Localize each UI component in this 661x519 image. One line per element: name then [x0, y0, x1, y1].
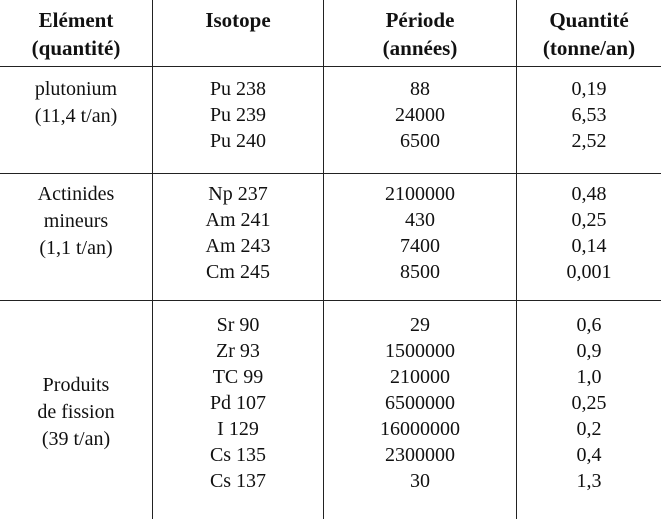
header-periode-line: Période	[385, 8, 455, 32]
periode-cell: 210000	[390, 366, 450, 388]
quantite-column	[517, 312, 661, 494]
quantite-cell: 0,14	[571, 235, 607, 257]
quantite-cell: 0,6	[576, 314, 602, 336]
element-line: (1,1 t/an)	[39, 237, 113, 259]
isotope-column	[153, 76, 323, 154]
periode-cell: 88	[410, 78, 430, 100]
isotope-cell: I 129	[217, 418, 259, 440]
header-periode	[324, 6, 516, 62]
periode-cell: 7400	[400, 235, 440, 257]
quantite-cell: 0,19	[571, 78, 607, 100]
element-line: mineurs	[43, 210, 109, 232]
header-divider	[0, 66, 661, 67]
isotope-cell: Cs 137	[209, 470, 267, 492]
element-line: de fission	[37, 401, 115, 423]
quantite-cell: 0,2	[576, 418, 602, 440]
isotope-cell: Am 243	[205, 235, 271, 257]
isotope-column	[153, 181, 323, 285]
quantite-cell: 2,52	[571, 130, 607, 152]
quantite-cell: 0,25	[571, 209, 607, 231]
group-produits-de-fission	[0, 312, 661, 519]
periode-column	[324, 76, 516, 154]
periode-cell: 24000	[395, 104, 445, 126]
periode-cell: 8500	[400, 261, 440, 283]
header-periode-line: (années)	[382, 36, 458, 60]
periode-cell: 2300000	[385, 444, 455, 466]
periode-cell: 29	[410, 314, 430, 336]
quantite-cell: 0,001	[566, 261, 612, 283]
table-header	[0, 0, 661, 66]
isotope-cell: Cm 245	[206, 261, 270, 283]
group-plutonium	[0, 76, 661, 172]
element-line: (39 t/an)	[41, 428, 111, 450]
periode-cell: 6500	[400, 130, 440, 152]
isotope-cell: TC 99	[212, 366, 264, 388]
isotope-cell: Pu 239	[209, 104, 267, 126]
element-line: plutonium	[34, 78, 118, 100]
group-element-label	[0, 372, 152, 453]
quantite-column	[517, 181, 661, 285]
periode-cell: 30	[410, 470, 430, 492]
quantite-column	[517, 76, 661, 154]
periode-cell: 2100000	[385, 183, 455, 205]
header-isotope-line: Isotope	[205, 8, 271, 32]
periode-cell: 16000000	[380, 418, 460, 440]
header-element-line: Elément	[38, 8, 114, 32]
element-line: Produits	[42, 374, 110, 396]
quantite-cell: 0,9	[576, 340, 602, 362]
quantite-cell: 0,48	[571, 183, 607, 205]
quantite-cell: 1,0	[576, 366, 602, 388]
periode-column	[324, 181, 516, 285]
periode-cell: 6500000	[385, 392, 455, 414]
isotope-cell: Cs 135	[209, 444, 267, 466]
group-actinides-mineurs	[0, 181, 661, 299]
isotope-cell: Sr 90	[216, 314, 260, 336]
header-element-line: (quantité)	[31, 36, 121, 60]
isotope-cell: Pd 107	[209, 392, 267, 414]
periode-column	[324, 312, 516, 494]
header-quantite	[517, 6, 661, 62]
isotope-cell: Np 237	[208, 183, 268, 205]
group-divider	[0, 173, 661, 174]
periode-cell: 1500000	[385, 340, 455, 362]
header-quantite-line: (tonne/an)	[542, 36, 636, 60]
quantite-cell: 0,25	[571, 392, 607, 414]
isotope-cell: Am 241	[205, 209, 271, 231]
header-element	[0, 6, 152, 62]
isotope-cell: Zr 93	[216, 340, 260, 362]
isotope-cell: Pu 240	[209, 130, 267, 152]
header-isotope	[153, 6, 323, 34]
periode-cell: 430	[405, 209, 435, 231]
quantite-cell: 1,3	[576, 470, 602, 492]
element-line: (11,4 t/an)	[34, 105, 118, 127]
quantite-cell: 0,4	[576, 444, 602, 466]
quantite-cell: 6,53	[571, 104, 607, 126]
group-divider	[0, 300, 661, 301]
isotope-cell: Pu 238	[209, 78, 267, 100]
group-element-label	[0, 181, 152, 262]
header-quantite-line: Quantité	[549, 8, 629, 32]
element-line: Actinides	[37, 183, 115, 205]
group-element-label	[0, 76, 152, 130]
isotope-column	[153, 312, 323, 494]
